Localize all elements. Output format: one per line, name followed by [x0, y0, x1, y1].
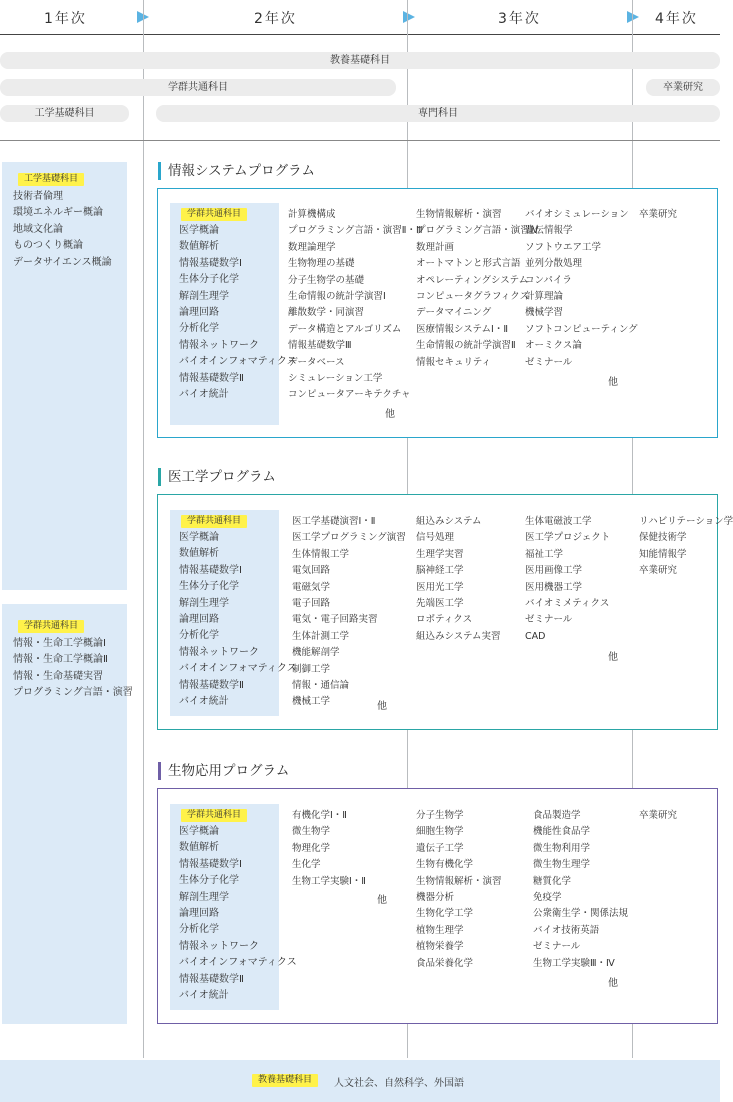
- year4-subjects-list: [639, 514, 733, 580]
- list-item: 情報・生命工学概論Ⅱ: [13, 654, 108, 666]
- common-subjects-tag: 学群共通科目: [181, 515, 247, 528]
- list-item: 解剖生理学: [179, 891, 229, 903]
- list-item: 情報基礎数学Ⅱ: [179, 679, 244, 691]
- title-mark: [158, 468, 161, 486]
- list-item: データサイエンス概論: [13, 256, 112, 268]
- other-note: 他: [608, 377, 618, 388]
- list-item: 生物工学実験Ⅲ・Ⅳ: [533, 957, 615, 969]
- list-item: 福祉工学: [525, 548, 564, 560]
- list-item: 公衆衛生学・関係法規: [533, 908, 629, 920]
- list-item: 生体情報工学: [292, 548, 350, 560]
- common-subjects-tag: 学群共通科目: [181, 208, 247, 221]
- list-item: プログラミング言語・演習Ⅱ・Ⅲ: [288, 225, 423, 237]
- year3a-subjects-list: [416, 808, 502, 972]
- footer-tag: 教養基礎科目: [252, 1074, 318, 1087]
- list-item: 情報基礎数学Ⅲ: [288, 340, 352, 352]
- list-item: 有機化学Ⅰ・Ⅱ: [292, 810, 347, 821]
- list-item: 医工学基礎演習Ⅰ・Ⅱ: [292, 516, 376, 527]
- list-item: 先端医工学: [416, 597, 464, 609]
- list-item: プログラミング言語・演習Ⅳ: [416, 225, 539, 237]
- list-item: 分析化学: [179, 630, 219, 642]
- arrow-right-icon: [627, 11, 639, 23]
- sidebar-kogaku-list: [13, 189, 112, 271]
- list-item: 情報基礎数学Ⅱ: [179, 372, 244, 384]
- list-item: バイオインフォマティクス: [179, 356, 297, 368]
- year2-subjects-list: [292, 808, 366, 890]
- program-title: [158, 162, 315, 180]
- list-item: 電磁気学: [292, 581, 331, 593]
- list-item: 生物情報解析・演習: [416, 209, 502, 220]
- senmon-bar: 専門科目: [156, 105, 720, 122]
- list-item: コンピュータアーキテクチャ: [288, 389, 411, 401]
- list-item: 生物化学工学: [416, 908, 474, 920]
- list-item: 卒業研究: [639, 565, 678, 577]
- year3b-subjects-list: [533, 808, 628, 972]
- program-title-text: 医工学プログラム: [168, 469, 276, 485]
- list-item: 環境エネルギー概論: [13, 207, 103, 219]
- list-item: 論理回路: [179, 613, 219, 625]
- list-item: 信号処理: [416, 532, 455, 544]
- sidebar-kogaku-tag: 工学基礎科目: [18, 173, 84, 186]
- list-item: 数値解析: [179, 548, 219, 560]
- list-item: 生体分子化学: [179, 875, 239, 887]
- sidebar-gakugun-list: [13, 636, 133, 702]
- list-item: 物理化学: [292, 842, 331, 854]
- common-subjects-tag: 学群共通科目: [181, 809, 247, 822]
- list-item: 情報・生命基礎実習: [13, 670, 103, 682]
- list-item: ゼミナール: [533, 941, 581, 953]
- list-item: 情報・生命工学概論Ⅰ: [13, 638, 106, 649]
- list-item: 医工学プロジェクト: [525, 532, 611, 544]
- list-item: コンピュータグラフィクス: [416, 290, 530, 302]
- list-item: 情報セキュリティ: [416, 356, 492, 368]
- list-item: リハビリテーション学: [639, 516, 733, 527]
- list-item: ゼミナール: [525, 614, 573, 626]
- list-item: コンパイラ: [525, 274, 572, 286]
- year3b-subjects-list: [525, 207, 638, 371]
- list-item: オーミクス論: [525, 340, 582, 352]
- column-divider: [143, 0, 144, 1058]
- list-item: 生物有機化学: [416, 859, 474, 871]
- list-item: バイオ技術英語: [533, 924, 600, 936]
- list-item: 微生物学: [292, 826, 331, 838]
- list-item: 生物工学実験Ⅰ・Ⅱ: [292, 875, 366, 887]
- list-item: 植物栄養学: [416, 941, 464, 953]
- year3a-subjects-list: [416, 207, 539, 371]
- list-item: 医学概論: [179, 532, 219, 543]
- title-mark: [158, 762, 161, 780]
- list-item: データベース: [288, 356, 345, 368]
- program-title: [158, 468, 276, 486]
- list-item: ソフトコンピューティング: [525, 323, 638, 335]
- kyoyo-bar: 教養基礎科目: [0, 52, 720, 69]
- common-subjects-list: [179, 824, 297, 1004]
- year3b-subjects-list: [525, 514, 610, 645]
- other-note: 他: [608, 652, 618, 663]
- list-item: 計算理論: [525, 290, 564, 302]
- common-subjects-list: [179, 223, 297, 403]
- list-item: 電気・電子回路実習: [292, 614, 378, 626]
- list-item: 制御工学: [292, 663, 331, 675]
- list-item: 数理計画: [416, 241, 455, 253]
- list-item: 微生物利用学: [533, 842, 591, 854]
- list-item: 機械工学: [292, 696, 331, 708]
- list-item: プログラミング言語・演習: [13, 687, 133, 699]
- list-item: 地域文化論: [13, 223, 63, 235]
- program-title-text: 生物応用プログラム: [168, 763, 290, 779]
- list-item: 情報ネットワーク: [179, 940, 259, 952]
- header-divider: [0, 34, 720, 35]
- list-item: 細胞生物学: [416, 826, 464, 838]
- list-item: 技術者倫理: [13, 191, 63, 202]
- list-item: 医学概論: [179, 225, 219, 236]
- list-item: 医療情報システムⅠ・Ⅱ: [416, 323, 509, 335]
- list-item: 生物物理の基礎: [288, 258, 355, 270]
- list-item: バイオインフォマティクス: [179, 663, 297, 675]
- year-4-label: 4年次: [655, 11, 698, 27]
- list-item: 卒業研究: [639, 810, 678, 821]
- list-item: 機能性食品学: [533, 826, 591, 838]
- common-subjects-list: [179, 530, 297, 710]
- list-item: 離散数学・同演習: [288, 307, 365, 319]
- list-item: 情報基礎数学Ⅰ: [179, 858, 242, 870]
- program-title-text: 情報システムプログラム: [168, 163, 316, 179]
- year-3-label: 3年次: [498, 11, 541, 27]
- list-item: 分子生物学: [416, 810, 464, 821]
- sidebar-gakugun-tag: 学群共通科目: [18, 620, 84, 633]
- other-note: 他: [608, 978, 618, 989]
- list-item: データ構造とアルゴリズム: [288, 323, 402, 335]
- list-item: ゼミナール: [525, 356, 573, 368]
- year4-subjects-list: [639, 207, 677, 223]
- list-item: 分子生物学の基礎: [288, 274, 365, 286]
- list-item: 生理学実習: [416, 548, 464, 560]
- year4-subjects-list: [639, 808, 677, 824]
- arrow-right-icon: [403, 11, 415, 23]
- list-item: オペレーティングシステム: [416, 274, 529, 286]
- year2-subjects-list: [292, 514, 406, 711]
- footer-text: 人文社会、自然科学、外国語: [334, 1078, 464, 1089]
- list-item: 食品製造学: [533, 810, 581, 821]
- list-item: 機器分析: [416, 891, 455, 903]
- list-item: 情報ネットワーク: [179, 339, 259, 351]
- year2-subjects-list: [288, 207, 423, 404]
- list-item: ロボティクス: [416, 614, 473, 626]
- sotsugyo-bar: 卒業研究: [646, 79, 720, 96]
- list-item: 論理回路: [179, 306, 219, 318]
- title-mark: [158, 162, 161, 180]
- section-divider: [0, 140, 720, 141]
- list-item: 保健技術学: [639, 532, 687, 544]
- list-item: 植物生理学: [416, 924, 464, 936]
- list-item: 電気回路: [292, 565, 331, 577]
- list-item: 医学概論: [179, 826, 219, 837]
- list-item: 免疫学: [533, 891, 562, 903]
- list-item: ソフトウエア工学: [525, 241, 602, 253]
- list-item: 情報基礎数学Ⅰ: [179, 257, 242, 269]
- list-item: 卒業研究: [639, 209, 678, 220]
- list-item: 情報基礎数学Ⅱ: [179, 973, 244, 985]
- list-item: 並列分散処理: [525, 258, 583, 270]
- list-item: 解剖生理学: [179, 597, 229, 609]
- list-item: 情報ネットワーク: [179, 646, 259, 658]
- list-item: 食品栄養化学: [416, 957, 474, 969]
- list-item: 医工学プログラミング演習: [292, 532, 406, 544]
- list-item: 医用光工学: [416, 581, 464, 593]
- list-item: バイオ統計: [179, 388, 229, 400]
- list-item: オートマトンと形式言語: [416, 258, 521, 270]
- list-item: 生体計測工学: [292, 630, 350, 642]
- list-item: 分析化学: [179, 323, 219, 335]
- list-item: バイオ統計: [179, 989, 229, 1001]
- list-item: 機械学習: [525, 307, 564, 319]
- list-item: 生化学: [292, 859, 321, 871]
- year-2-label: 2年次: [254, 11, 297, 27]
- other-note: 他: [377, 895, 387, 906]
- gakugun-bar: 学群共通科目: [0, 79, 396, 96]
- list-item: 生体分子化学: [179, 581, 239, 593]
- list-item: 組込みシステム: [416, 516, 482, 527]
- list-item: 計算機構成: [288, 209, 336, 220]
- list-item: データマイニング: [416, 307, 492, 319]
- list-item: 数値解析: [179, 842, 219, 854]
- list-item: バイオシミュレーション: [525, 209, 629, 220]
- year-1-label: 1年次: [44, 11, 87, 27]
- other-note: 他: [385, 409, 395, 420]
- list-item: シミュレーション工学: [288, 372, 383, 384]
- list-item: 機能解剖学: [292, 647, 340, 659]
- program-title: [158, 762, 289, 780]
- list-item: 微生物生理学: [533, 859, 591, 871]
- list-item: CAD: [525, 630, 546, 642]
- list-item: 電子回路: [292, 597, 331, 609]
- list-item: 生体分子化学: [179, 274, 239, 286]
- list-item: バイオミメティクス: [525, 597, 610, 609]
- list-item: 生命情報の統計学演習Ⅱ: [416, 340, 516, 352]
- list-item: 情報基礎数学Ⅰ: [179, 564, 242, 576]
- list-item: 遺伝子工学: [416, 842, 464, 854]
- list-item: 生体電磁波工学: [525, 516, 592, 527]
- list-item: バイオインフォマティクス: [179, 957, 297, 969]
- list-item: 知能情報学: [639, 548, 687, 560]
- list-item: 数値解析: [179, 241, 219, 253]
- list-item: 情報・通信論: [292, 679, 350, 691]
- kogaku-bar: 工学基礎科目: [0, 105, 129, 122]
- list-item: 生物情報解析・演習: [416, 875, 502, 887]
- list-item: 生命情報の統計学演習Ⅰ: [288, 290, 386, 302]
- list-item: 医用画像工学: [525, 565, 583, 577]
- year3a-subjects-list: [416, 514, 501, 645]
- list-item: 数理論理学: [288, 241, 336, 253]
- list-item: バイオ統計: [179, 695, 229, 707]
- list-item: 医用機器工学: [525, 581, 583, 593]
- list-item: 分析化学: [179, 924, 219, 936]
- other-note: 他: [377, 701, 387, 712]
- list-item: 遺伝情報学: [525, 225, 573, 237]
- list-item: 組込みシステム実習: [416, 630, 501, 642]
- list-item: 解剖生理学: [179, 290, 229, 302]
- list-item: 論理回路: [179, 907, 219, 919]
- list-item: ものつくり概論: [13, 240, 83, 252]
- list-item: 脳神経工学: [416, 565, 464, 577]
- list-item: 糖質化学: [533, 875, 572, 887]
